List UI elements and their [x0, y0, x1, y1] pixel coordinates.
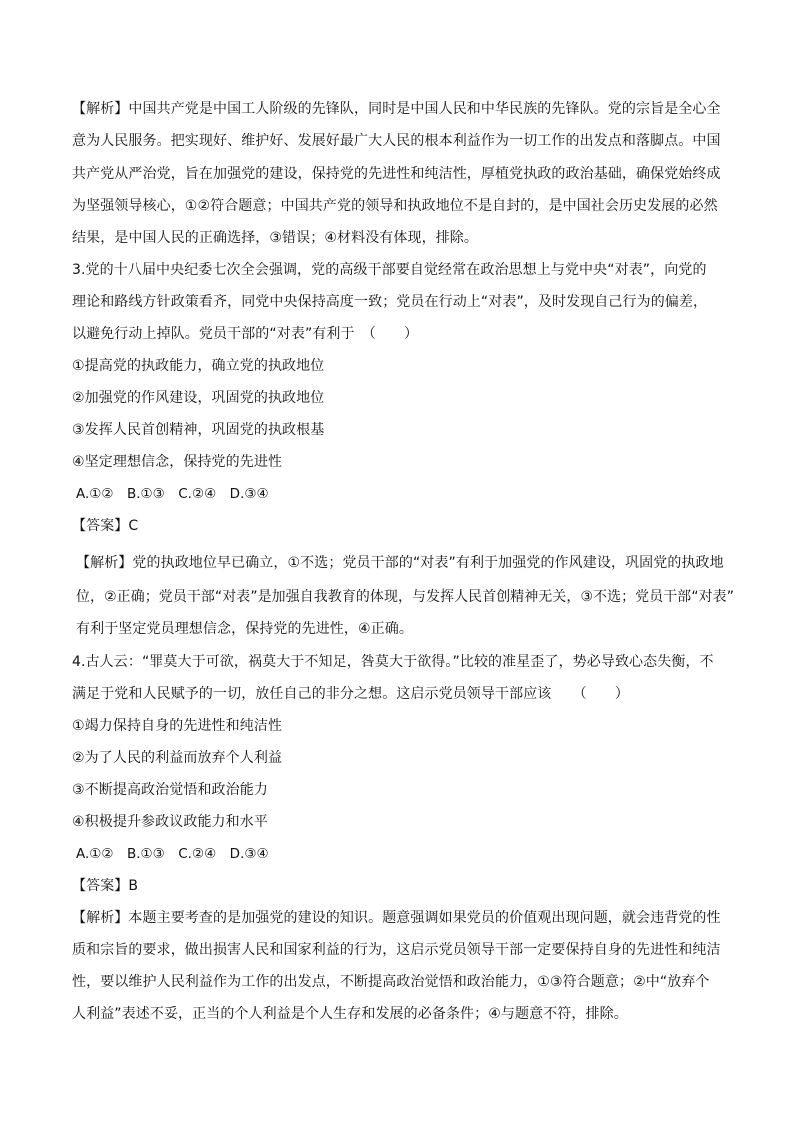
q2-analysis-line-4: 为坚强领导核心，①②符合题意；中国共产党的领导和执政地位不是自封的，是中国社会历史发展的必然	[72, 198, 718, 214]
q4-analysis-line-1: 【解析】本题主要考查的是加强党的建设的知识。题意强调如果党员的价值观出现问题，就会违背党的性	[72, 910, 721, 926]
q2-analysis-line-5: 结果，是中国人民的正确选择，③错误；④材料没有体现，排除。	[72, 230, 478, 246]
q3-option-4: ④坚定理想信念，保持党的先进性	[72, 454, 283, 470]
q3-option-2: ②加强党的作风建设，巩固党的执政地位	[72, 390, 325, 406]
q3-stem-line-2: 理论和路线方针政策看齐，同党中央保持高度一致；党员在行动上“对表”，及时发现自己行为的偏差，	[72, 294, 708, 310]
q3-answer: 【答案】C	[72, 518, 139, 534]
q2-analysis-line-3: 共产党从严治党，旨在加强党的建设，保持党的先进性和纯洁性，厚植党执政的政治基础，确保党始终成	[72, 166, 721, 182]
q4-option-4: ④积极提升参政议政能力和水平	[72, 814, 268, 830]
q4-answer: 【答案】B	[72, 878, 139, 894]
q3-analysis-line-1: 【解析】党的执政地位早已确立，①不选；党员干部的“对表”有利于加强党的作风建设，巩固党的执政地	[76, 555, 724, 571]
q4-choices: A.①② B.①③ C.②④ D.③④	[76, 846, 269, 862]
q3-stem-line-1: 3.党的十八届中央纪委七次全会强调，党的高级干部要自觉经常在政治思想上与党中央“对表”，向党的	[72, 262, 707, 278]
q4-analysis-line-4: 人利益”表述不妥，正当的个人利益是个人生存和发展的必备条件；④与题意不符，排除。	[72, 1006, 628, 1022]
q4-option-2: ②为了人民的利益而放弃个人利益	[72, 750, 283, 766]
q2-analysis-line-1: 【解析】中国共产党是中国工人阶级的先锋队，同时是中国人民和中华民族的先锋队。党的宗旨是全心全	[72, 101, 721, 117]
q3-analysis-line-2: 位，②正确；党员干部“对表”是加强自我教育的体现，与发挥人民首创精神无关，③不选；党员干部“对表”	[76, 589, 735, 605]
q3-option-1: ①提高党的执政能力，确立党的执政地位	[72, 358, 325, 374]
q2-analysis-line-2: 意为人民服务。把实现好、维护好、发展好最广大人民的根本利益作为一切工作的出发点和落脚点。中国	[72, 133, 721, 149]
q4-option-3: ③不断提高政治觉悟和政治能力	[72, 782, 268, 798]
q4-stem-line-1: 4.古人云：“罪莫大于可欲，祸莫大于不知足，咎莫大于欲得。”比较的准星歪了，势必导致心态失衡，不	[72, 654, 714, 670]
q3-analysis-line-3: 有利于坚定党员理想信念，保持党的先进性，④正确。	[76, 621, 413, 637]
q4-analysis-line-3: 性，要以维护人民利益作为工作的出发点，不断提高政治觉悟和政治能力，①③符合题意；②中“放弃个	[72, 974, 710, 990]
q4-analysis-line-2: 质和宗旨的要求，做出损害人民和国家利益的行为，这启示党员领导干部一定要保持自身的先进性和纯洁	[72, 942, 721, 958]
q3-stem-line-3: 以避免行动上掉队。党员干部的“对表”有利于 （ ）	[72, 326, 419, 342]
q3-option-3: ③发挥人民首创精神，巩固党的执政根基	[72, 422, 325, 438]
q4-option-1: ①竭力保持自身的先进性和纯洁性	[72, 718, 283, 734]
q3-choices: A.①② B.①③ C.②④ D.③④	[76, 486, 269, 502]
q4-stem-line-2: 满足于党和人民赋予的一切，放任自己的非分之想。这启示党员领导干部应该 （ ）	[72, 686, 629, 702]
